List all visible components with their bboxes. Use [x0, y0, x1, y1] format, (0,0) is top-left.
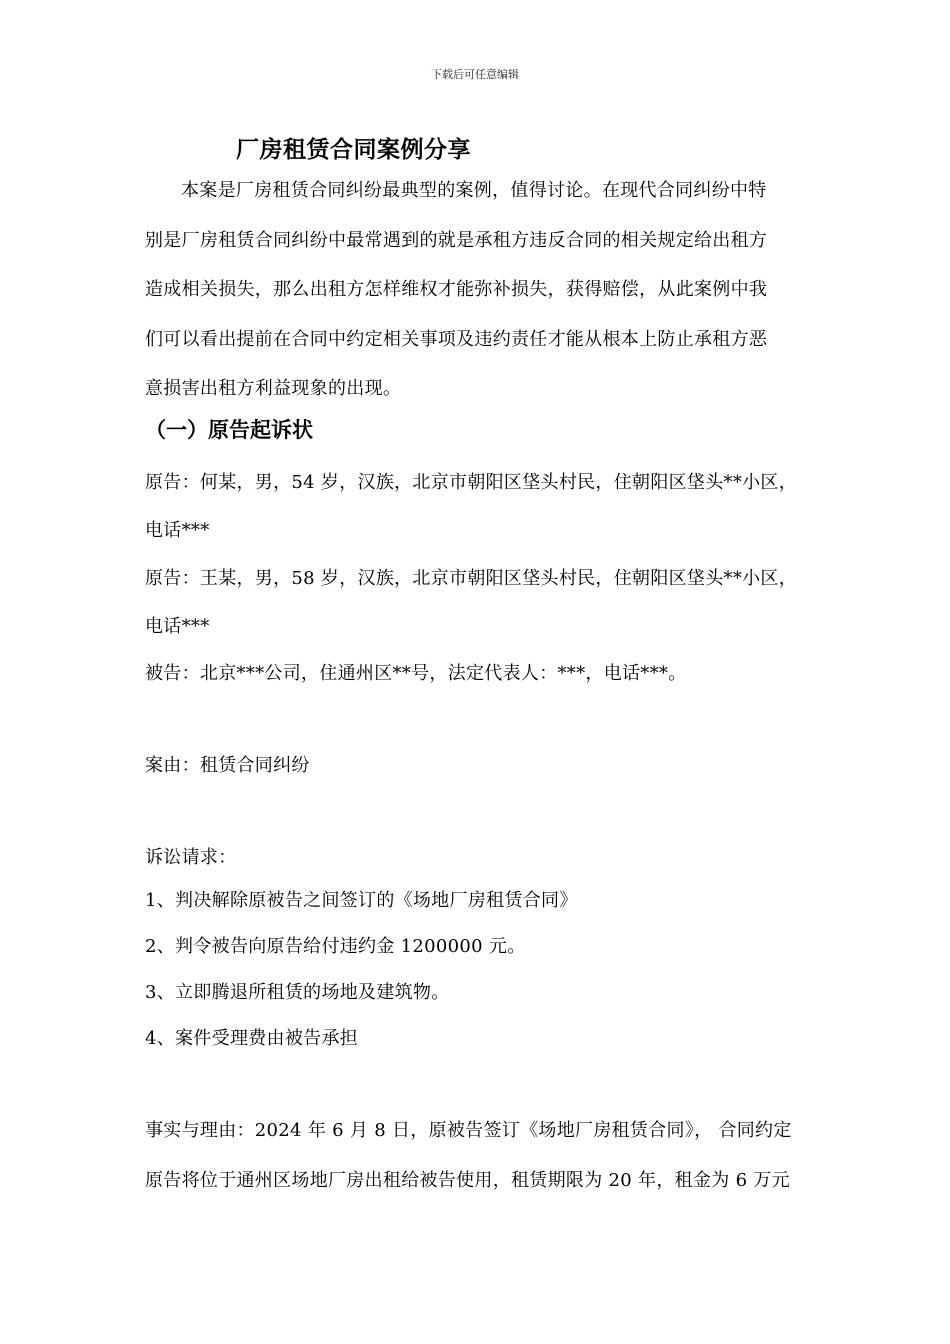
claim-item: 1、判决解除原被告之间签订的《场地厂房租赁合同》: [145, 890, 578, 911]
section-heading: （一）原告起诉状: [145, 417, 313, 442]
claims-label: 诉讼请求：: [145, 847, 237, 868]
intro-line: 们可以看出提前在合同中约定相关事项及违约责任才能从根本上防止承租方恶: [145, 329, 768, 350]
header-note: 下载后可任意编辑: [431, 68, 519, 81]
claim-item: 3、立即腾退所租赁的场地及建筑物。: [145, 982, 450, 1003]
party-line: 电话***: [145, 616, 210, 637]
intro-line: 造成相关损失，那么出租方怎样维权才能弥补损失，获得赔偿，从此案例中我: [145, 279, 768, 300]
document-title: 厂房租赁合同案例分享: [236, 136, 471, 163]
party-line: 原告：何某，男，54 岁，汉族，北京市朝阳区垡头村民，住朝阳区垡头**小区，: [145, 472, 798, 493]
facts-line: 原告将位于通州区场地厂房出租给被告使用，租赁期限为 20 年，租金为 6 万元: [145, 1170, 790, 1191]
intro-line: 意损害出租方利益现象的出现。: [145, 378, 402, 399]
claim-item: 2、判令被告向原告给付违约金 1200000 元。: [145, 936, 526, 957]
party-line: 被告：北京***公司，住通州区**号，法定代表人：***，电话***。: [145, 663, 687, 684]
cause-line: 案由：租赁合同纠纷: [145, 755, 310, 776]
party-line: 电话***: [145, 520, 210, 541]
facts-line: 事实与理由：2024 年 6 月 8 日，原被告签订《场地厂房租赁合同》， 合同约定: [145, 1120, 792, 1141]
claim-item: 4、案件受理费由被告承担: [145, 1028, 359, 1049]
intro-line: 别是厂房租赁合同纠纷中最常遇到的就是承租方违反合同的相关规定给出租方: [145, 230, 768, 251]
party-line: 原告：王某，男，58 岁，汉族，北京市朝阳区垡头村民，住朝阳区垡头**小区，: [145, 568, 798, 589]
intro-line: 本案是厂房租赁合同纠纷最典型的案例，值得讨论。在现代合同纠纷中特: [181, 180, 767, 201]
